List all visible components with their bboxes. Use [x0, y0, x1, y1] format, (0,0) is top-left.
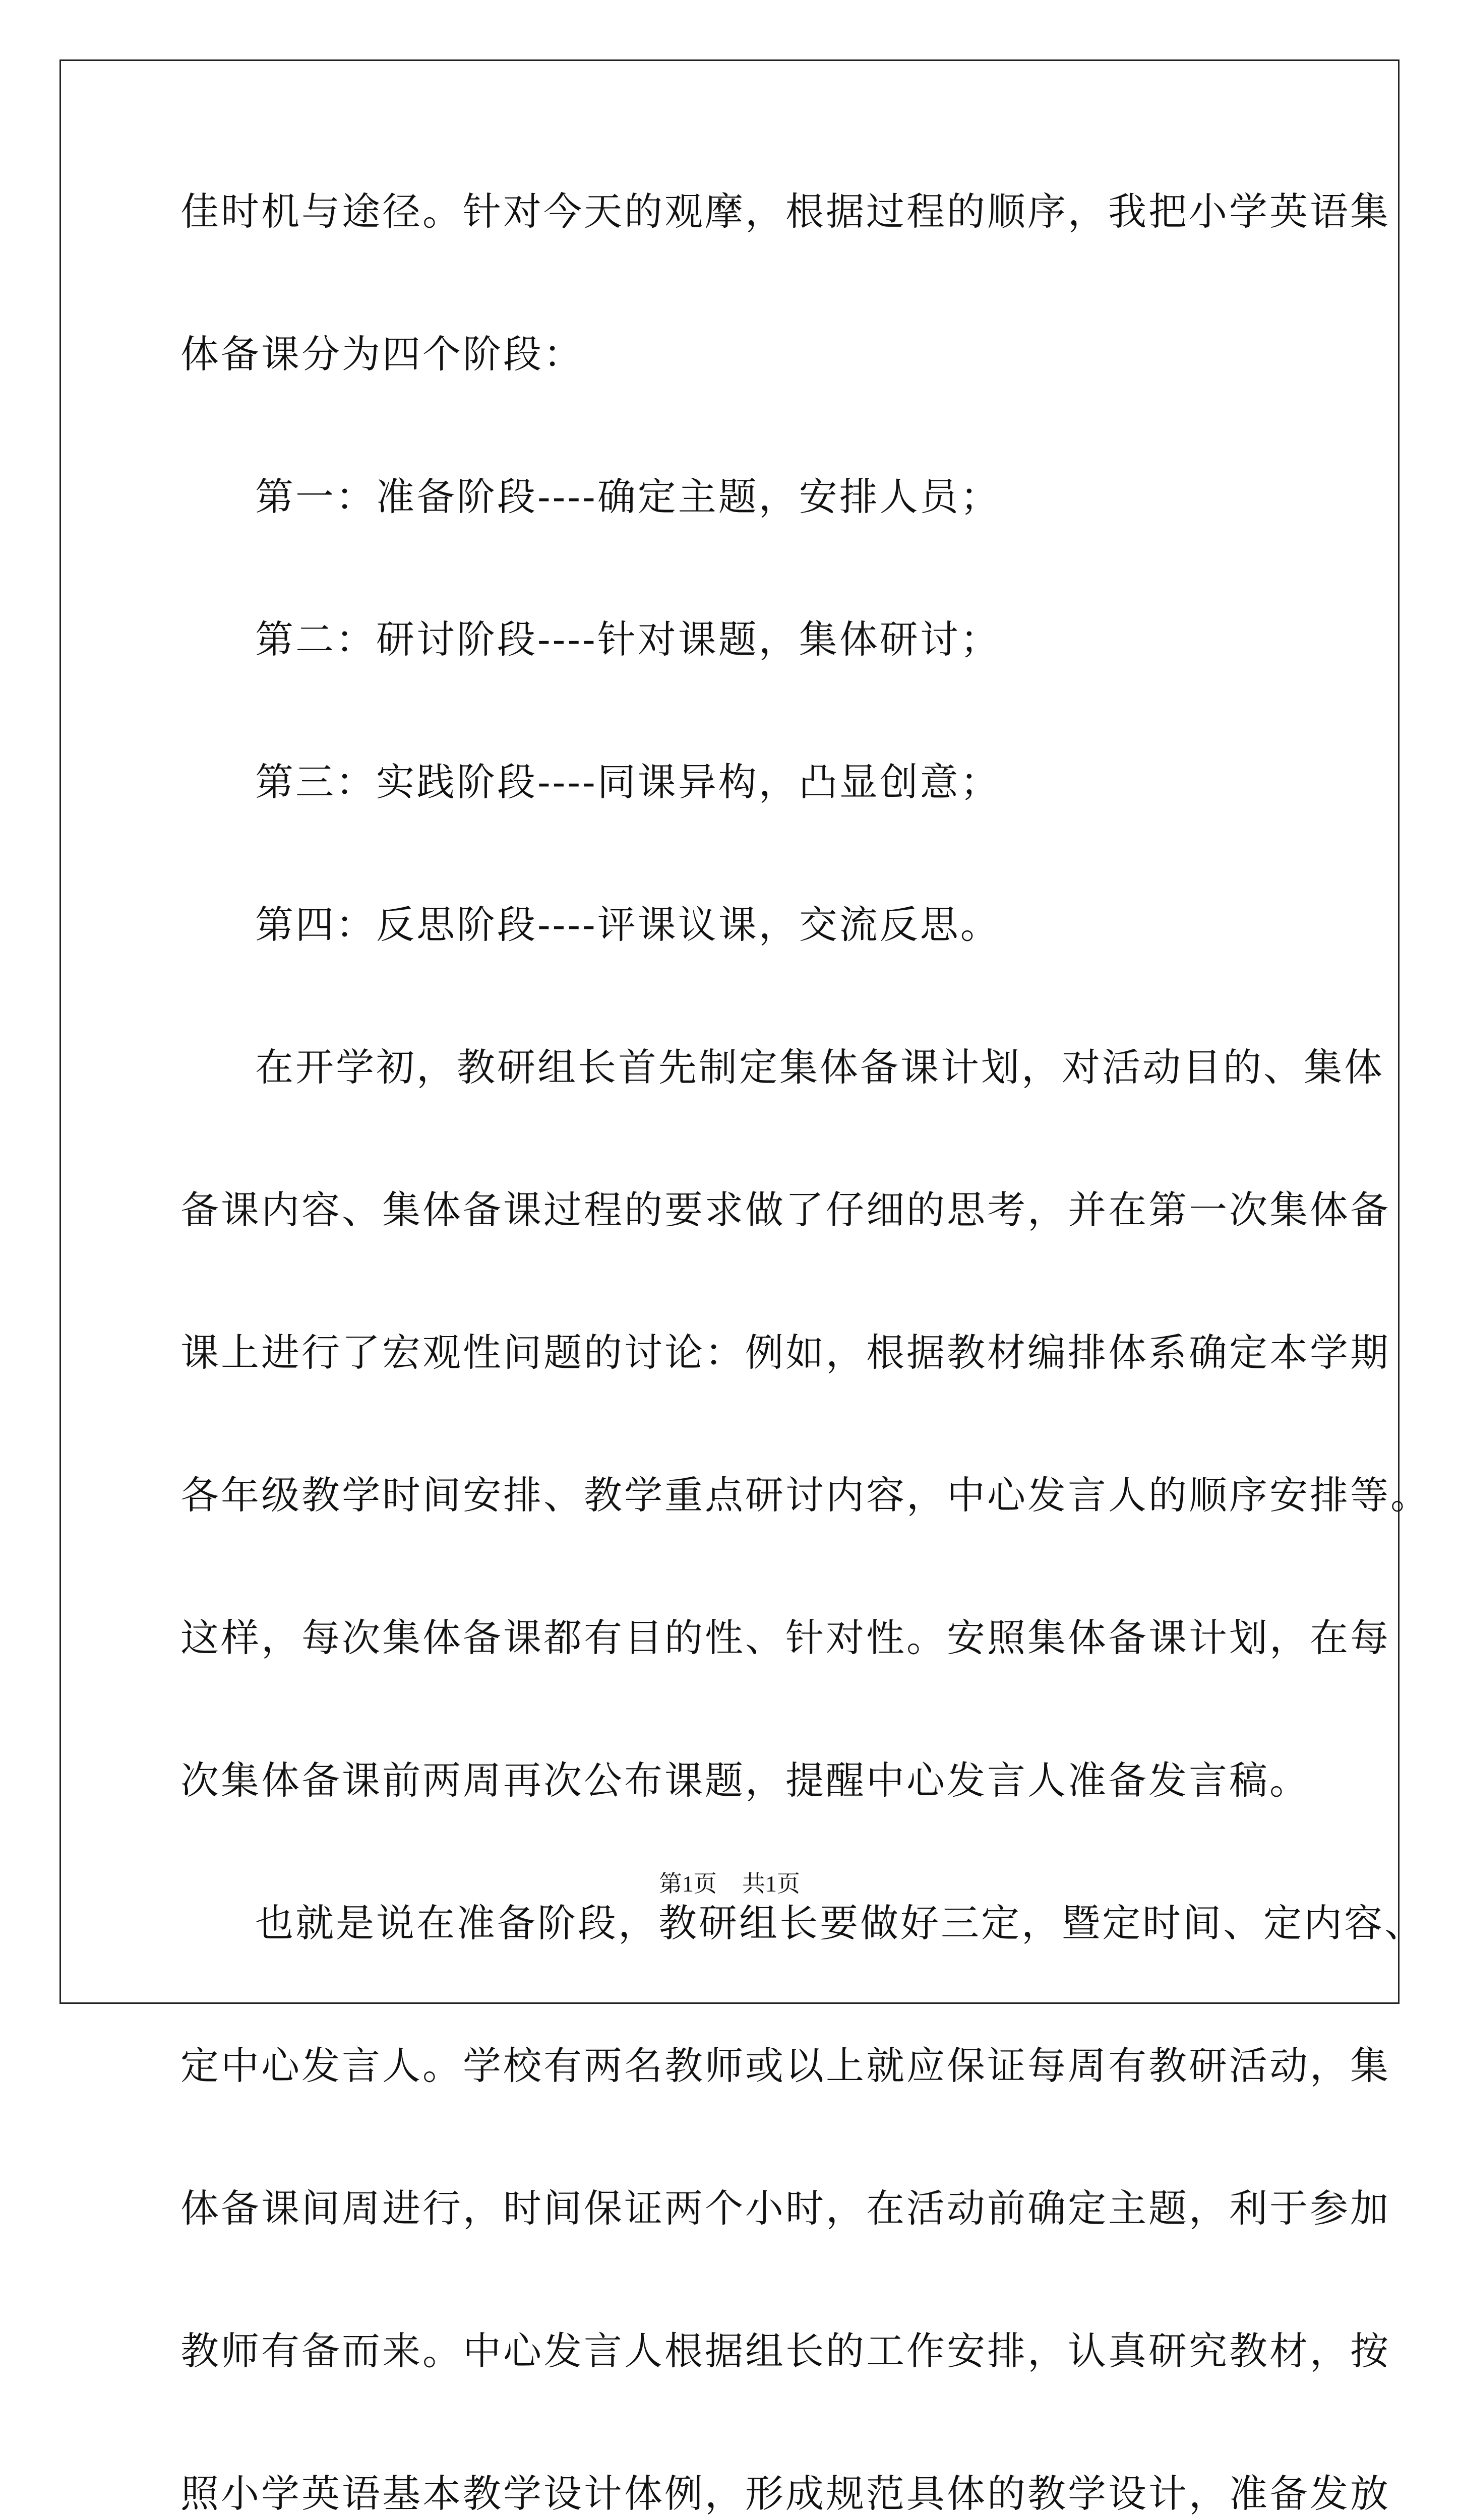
text-line: 教师有备而来。中心发言人根据组长的工作安排，认真研究教材，按 — [180, 2328, 1390, 2373]
text-line: 第一：准备阶段----确定主题，安排人员； — [255, 474, 1001, 519]
text-line: 第二：研讨阶段----针对课题，集体研讨； — [255, 617, 1001, 662]
text-line: 定中心发言人。学校有两名教师或以上就应保证每周有教研活动，集 — [180, 2043, 1390, 2088]
page-footer — [0, 1869, 1459, 1899]
text-line: 第四：反思阶段----评课议课，交流反思。 — [255, 902, 1001, 947]
text-line: 次集体备课前两周再次公布课题，提醒中心发言人准备发言稿。 — [180, 1758, 1310, 1803]
text-line: 第三：实践阶段----同课异构，凸显创意； — [255, 760, 1001, 804]
text-line: 体备课间周进行，时间保证两个小时，在活动前确定主题，利于参加 — [180, 2186, 1390, 2231]
page-total: 共1页 — [742, 1871, 800, 1897]
text-line: 在开学初，教研组长首先制定集体备课计划，对活动目的、集体 — [255, 1045, 1384, 1090]
text-line: 备课内容、集体备课过程的要求做了仔细的思考，并在第一次集体备 — [180, 1187, 1390, 1232]
text-line: 照小学英语基本教学设计体例，形成规范具体的教学设计，准备发放 — [180, 2471, 1390, 2516]
text-line: 这样，每次集体备课都有目的性、针对性。安照集体备课计划，在每 — [180, 1615, 1390, 1660]
text-line: 各年级教学时间安排、教学重点研讨内容，中心发言人的顺序安排等。 — [180, 1473, 1431, 1518]
text-line: 佳时机与途径。针对今天的观摩，根据过程的顺序，我把小学英语集 — [180, 189, 1390, 234]
document-body — [180, 181, 1431, 2520]
text-line: 体备课分为四个阶段： — [180, 332, 584, 376]
text-line: 课上进行了宏观性问题的讨论：例如，根据教材编排体系确定本学期 — [180, 1330, 1390, 1375]
text-line: 也就是说在准备阶段，教研组长要做好三定，暨定时间、定内容、 — [255, 1901, 1425, 1945]
page-number: 第1页 — [659, 1871, 717, 1897]
